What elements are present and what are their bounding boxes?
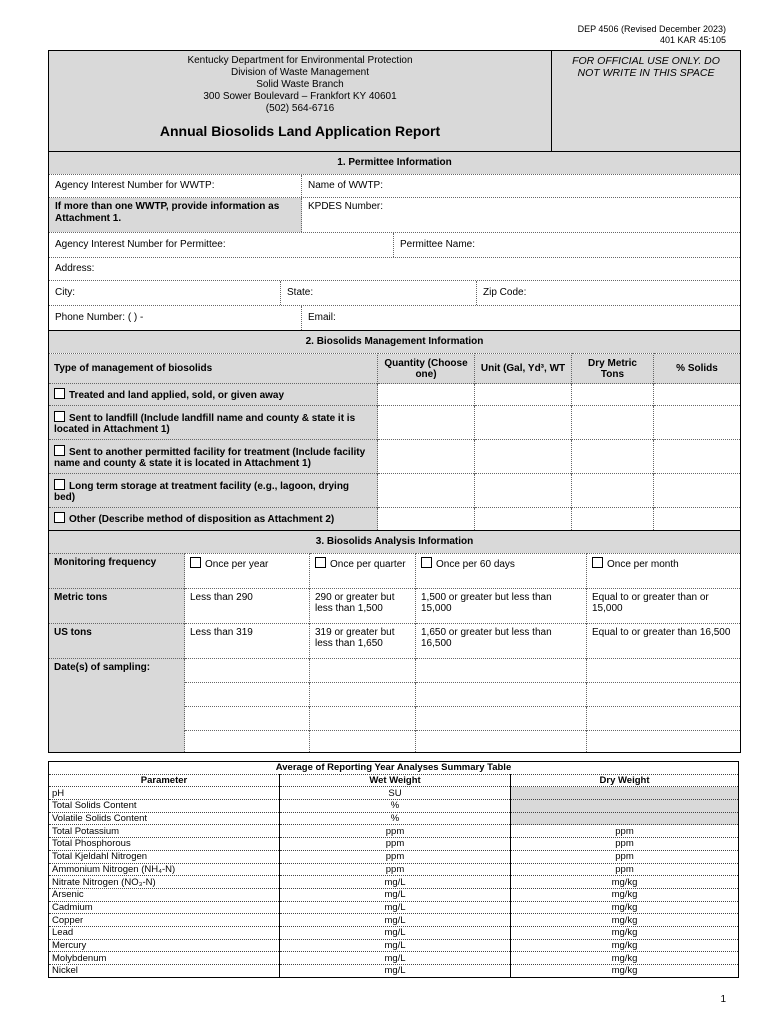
wet-weight-unit[interactable]: ppm [280,838,511,851]
dry-weight-unit[interactable] [511,787,739,800]
col-dry: Dry Weight [511,774,739,787]
table-row [49,939,739,952]
section1-heading: 1. Permittee Information [49,151,740,174]
quantity-cell[interactable] [378,474,475,508]
quantity-cell[interactable] [378,384,475,406]
freq-label: Once per year [205,558,269,570]
table-row [49,474,740,508]
division-name: Division of Waste Management [230,67,370,78]
parameter-name: Nickel [49,965,280,978]
date-cell[interactable] [310,730,416,752]
date-cell[interactable] [416,706,587,730]
date-cell[interactable] [416,730,587,752]
us-threshold: Less than 319 [185,623,310,658]
table-row [49,508,740,530]
mgmt-label: Treated and land applied, sold, or given away [69,390,285,401]
analysis-table [49,553,740,753]
col-parameter: Parameter [49,774,280,787]
dry-tons-cell[interactable] [572,474,654,508]
date-cell[interactable] [185,730,310,752]
date-cell[interactable] [310,682,416,706]
wet-weight-unit[interactable]: mg/L [280,914,511,927]
regulation: 401 KAR 45:105 [659,35,726,45]
dry-weight-unit[interactable]: ppm [511,850,739,863]
management-table [49,353,740,530]
parameter-name: pH [49,787,280,800]
parameter-name: Total Kjeldahl Nitrogen [49,850,280,863]
quantity-cell[interactable] [378,508,475,530]
table-row [49,384,740,406]
wet-weight-unit[interactable]: mg/L [280,876,511,889]
metric-threshold: Equal to or greater than or 15,000 [587,588,741,623]
checkbox[interactable] [54,388,65,399]
wwtp-name-field[interactable]: Name of WWTP: [308,180,384,191]
report-form [48,50,741,753]
parameter-name: Molybdenum [49,952,280,965]
dry-tons-cell[interactable] [572,406,654,440]
unit-cell[interactable] [475,508,572,530]
freq-label: Once per quarter [330,558,406,570]
wet-weight-unit[interactable]: ppm [280,825,511,838]
dry-weight-unit[interactable]: mg/kg [511,965,739,978]
mgmt-type [49,474,378,508]
metric-threshold: Less than 290 [185,588,310,623]
form-id: DEP 4506 (Revised December 2023) [577,24,726,34]
col-dry-tons: Dry Metric Tons [572,354,654,384]
metric-threshold: 290 or greater but less than 1,500 [310,588,416,623]
table-row [49,406,740,440]
wet-weight-unit[interactable]: mg/L [280,926,511,939]
wet-weight-unit[interactable]: ppm [280,863,511,876]
checkbox[interactable] [592,557,603,568]
col-wet: Wet Weight [280,774,511,787]
parameter-name: Total Solids Content [49,800,280,813]
col-unit: Unit (Gal, Yd³, WT [475,354,572,384]
us-threshold: 1,650 or greater but less than 16,500 [416,623,587,658]
dry-weight-unit[interactable]: ppm [511,863,739,876]
us-threshold: Equal to or greater than 16,500 [587,623,741,658]
checkbox[interactable] [315,557,326,568]
wet-weight-unit[interactable]: mg/L [280,952,511,965]
official-use-box: FOR OFFICIAL USE ONLY. DO NOT WRITE IN THIS SPACE [552,51,740,151]
freq-option[interactable] [310,553,416,588]
table-row [49,888,739,901]
date-cell[interactable] [310,658,416,682]
mgmt-type [49,508,378,530]
wet-weight-unit[interactable]: mg/L [280,939,511,952]
parameter-name: Ammonium Nitrogen (NH₄-N) [49,863,280,876]
us-label: US tons [49,623,185,658]
dry-weight-unit[interactable]: mg/kg [511,939,739,952]
date-cell[interactable] [587,730,741,752]
dry-weight-unit[interactable]: mg/kg [511,952,739,965]
dry-weight-unit[interactable]: mg/kg [511,914,739,927]
unit-cell[interactable] [475,440,572,474]
phone-field[interactable]: Phone Number: ( ) - [49,306,302,330]
city-field[interactable]: City: [49,281,281,305]
branch-name: Solid Waste Branch [256,79,344,90]
zip-field[interactable]: Zip Code: [483,287,527,298]
solids-cell[interactable] [654,474,741,508]
table-row [49,914,739,927]
date-cell[interactable] [185,682,310,706]
col-solids: % Solids [654,354,741,384]
state-field[interactable]: State: [281,281,477,305]
ai-wwtp-field[interactable]: Agency Interest Number for WWTP: [49,175,302,197]
freq-option[interactable] [185,553,310,588]
mgmt-label: Sent to another permitted facility for treatment (Include facility name and county & state it is located in Attachment 1) [54,446,366,469]
unit-cell[interactable] [475,384,572,406]
table-row [49,965,739,978]
dry-weight-unit[interactable]: mg/kg [511,876,739,889]
dry-weight-unit[interactable]: ppm [511,825,739,838]
parameter-name: Total Phosphorous [49,838,280,851]
col-type: Type of management of biosolids [49,354,378,384]
date-cell[interactable] [587,682,741,706]
dry-weight-unit[interactable]: mg/kg [511,926,739,939]
table-row [49,825,739,838]
metric-label: Metric tons [49,588,185,623]
dry-weight-unit[interactable]: ppm [511,838,739,851]
page-title: Annual Biosolids Land Application Report [159,123,441,139]
dry-weight-unit[interactable] [511,812,739,825]
dry-weight-unit[interactable]: mg/kg [511,888,739,901]
date-cell[interactable] [416,682,587,706]
parameter-name: Arsenic [49,888,280,901]
summary-table [48,761,739,978]
parameter-name: Volatile Solids Content [49,812,280,825]
date-cell[interactable] [587,706,741,730]
parameter-name: Nitrate Nitrogen (NO₃-N) [49,876,280,889]
checkbox[interactable] [54,479,65,490]
agency-address: 300 Sower Boulevard – Frankfort KY 40601 [203,91,397,102]
dry-weight-unit[interactable] [511,800,739,813]
address-field[interactable]: Address: [55,263,95,274]
metric-threshold: 1,500 or greater but less than 15,000 [416,588,587,623]
sampling-dates-label: Date(s) of sampling: [49,658,185,752]
freq-label: Once per 60 days [436,558,515,570]
mgmt-type [49,406,378,440]
col-quantity: Quantity (Choose one) [378,354,475,384]
date-cell[interactable] [185,706,310,730]
table-row [49,876,739,889]
table-row [49,800,739,813]
wet-weight-unit[interactable]: mg/L [280,901,511,914]
table-row [49,440,740,474]
wet-weight-unit[interactable]: % [280,812,511,825]
mgmt-label: Other (Describe method of disposition as Attachment 2) [69,514,335,526]
freq-option[interactable] [416,553,587,588]
table-row [49,952,739,965]
freq-option[interactable] [587,553,741,588]
freq-label: Once per month [607,558,679,570]
multiple-wwtp-note: If more than one WWTP, provide information as Attachment 1. [49,198,302,232]
dry-tons-cell[interactable] [572,440,654,474]
us-threshold: 319 or greater but less than 1,650 [310,623,416,658]
table-row [49,787,739,800]
mgmt-label: Sent to landfill (Include landfill name and county & state it is located in Attachment 1) [54,412,356,435]
date-cell[interactable] [416,658,587,682]
ai-permittee-field[interactable]: Agency Interest Number for Permittee: [49,233,394,257]
solids-cell[interactable] [654,440,741,474]
table-row [49,863,739,876]
mgmt-label: Long term storage at treatment facility (e.g., lagoon, drying bed) [54,480,350,503]
table-row [49,850,739,863]
parameter-name: Mercury [49,939,280,952]
table-row [49,926,739,939]
solids-cell[interactable] [654,384,741,406]
wet-weight-unit[interactable]: SU [280,787,511,800]
wet-weight-unit[interactable]: ppm [280,850,511,863]
kpdes-field[interactable]: KPDES Number: [308,201,384,212]
dry-tons-cell[interactable] [572,508,654,530]
agency-phone: (502) 564-6716 [265,103,335,114]
agency-block [49,51,552,151]
email-field[interactable]: Email: [308,312,336,323]
monitoring-label: Monitoring frequency [49,553,185,588]
table-row [49,812,739,825]
checkbox[interactable] [190,557,201,568]
section2-heading: 2. Biosolids Management Information [49,330,740,353]
agency-name: Kentucky Department for Environmental Protection [187,55,413,66]
quantity-cell[interactable] [378,440,475,474]
date-cell[interactable] [587,658,741,682]
date-cell[interactable] [185,658,310,682]
checkbox[interactable] [54,512,65,523]
wet-weight-unit[interactable]: mg/L [280,888,511,901]
solids-cell[interactable] [654,508,741,530]
dry-weight-unit[interactable]: mg/kg [511,901,739,914]
table-row [49,838,739,851]
date-cell[interactable] [310,706,416,730]
parameter-name: Cadmium [49,901,280,914]
table-row [49,901,739,914]
quantity-cell[interactable] [378,406,475,440]
mgmt-type [49,440,378,474]
wet-weight-unit[interactable]: % [280,800,511,813]
section3-heading: 3. Biosolids Analysis Information [49,530,740,553]
mgmt-type [49,384,378,406]
parameter-name: Copper [49,914,280,927]
page-number: 1 [720,994,726,1005]
parameter-name: Total Potassium [49,825,280,838]
form-header [49,51,740,151]
checkbox[interactable] [54,445,65,456]
unit-cell[interactable] [475,474,572,508]
wet-weight-unit[interactable]: mg/L [280,965,511,978]
checkbox[interactable] [421,557,432,568]
parameter-name: Lead [49,926,280,939]
solids-cell[interactable] [654,406,741,440]
checkbox[interactable] [54,411,65,422]
permittee-name-field[interactable]: Permittee Name: [400,239,476,250]
unit-cell[interactable] [475,406,572,440]
summary-title: Average of Reporting Year Analyses Summary Table [49,762,739,775]
dry-tons-cell[interactable] [572,384,654,406]
